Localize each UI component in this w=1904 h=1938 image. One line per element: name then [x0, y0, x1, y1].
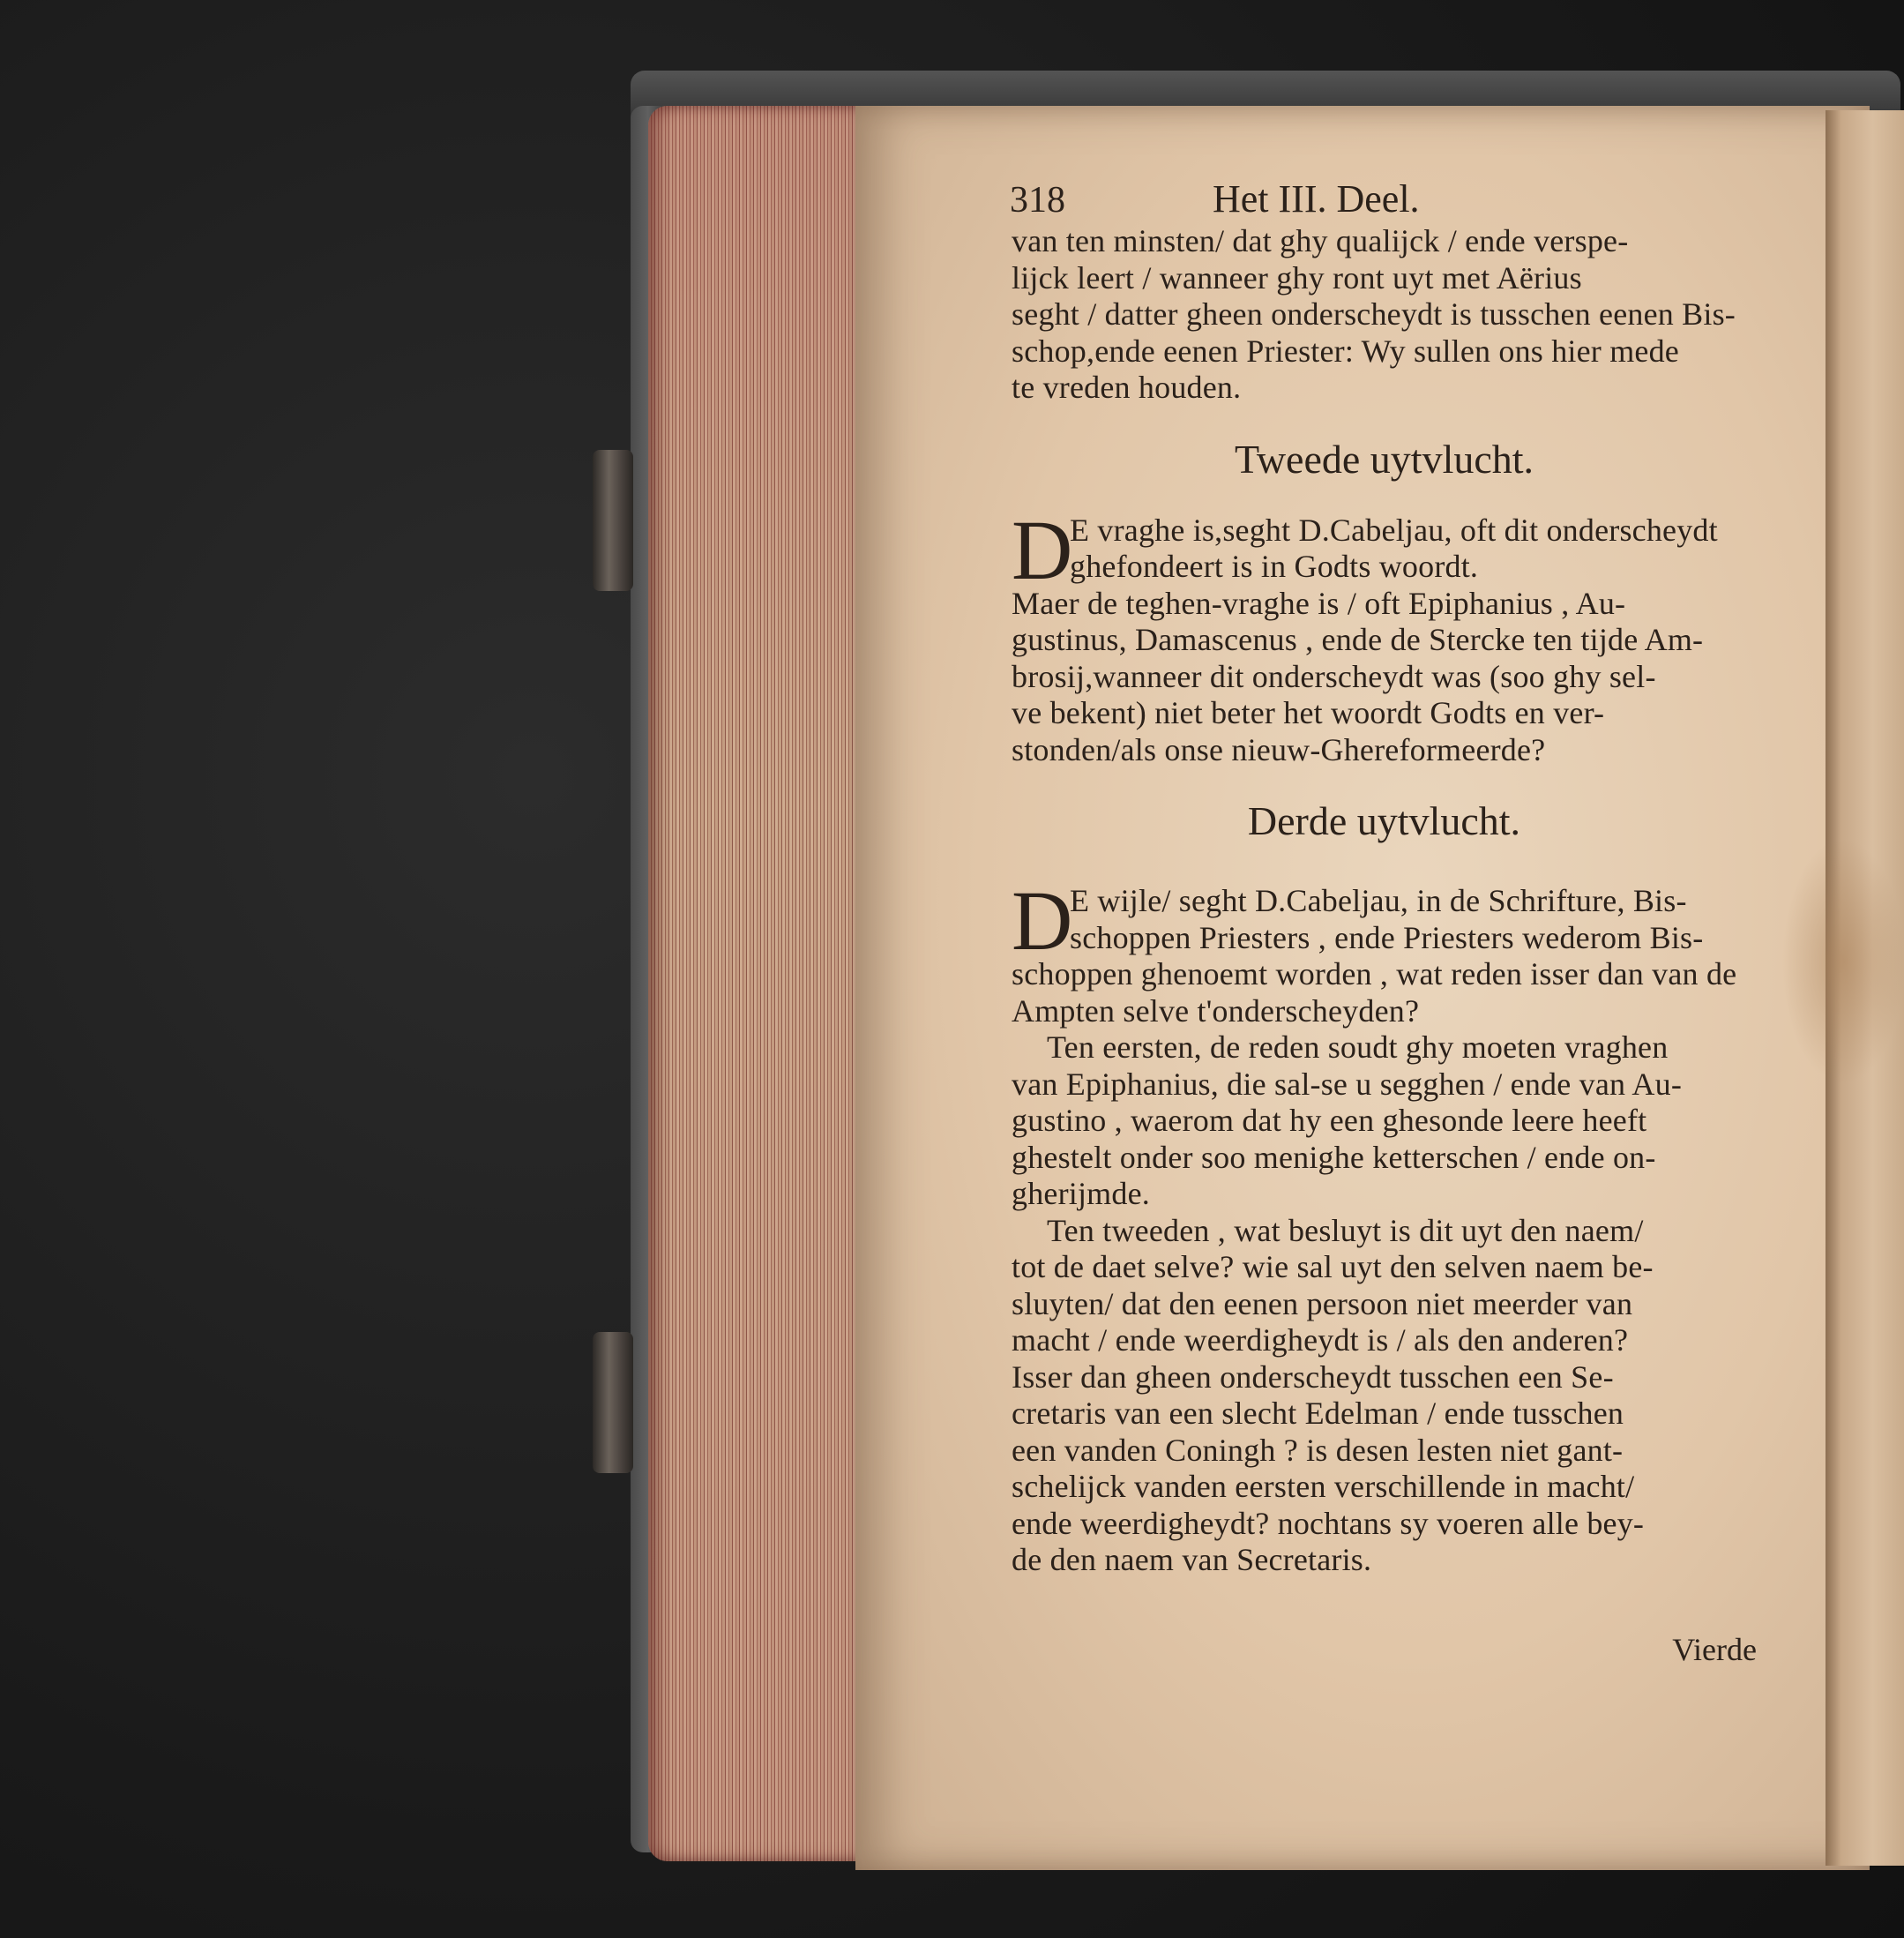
water-stain	[1781, 838, 1904, 1085]
running-head	[1010, 176, 1757, 223]
section-heading-derde: Derde uytvlucht.	[1247, 798, 1521, 843]
text-line: schelijck vanden eersten verschillende in macht/	[1012, 1469, 1635, 1504]
text-line: cretaris van een slecht Edelman / ende tusschen	[1012, 1396, 1624, 1431]
text-line: ende weerdigheydt? nochtans sy voeren alle bey-	[1012, 1505, 1645, 1541]
text-line: brosij,wanneer dit onderscheydt was (soo ghy sel-	[1012, 658, 1656, 694]
catchword: Vierde	[1672, 1631, 1757, 1667]
section2-paragraph	[1012, 502, 1757, 769]
text-line: gustino , waerom dat hy een ghesonde leere heeft	[1012, 1103, 1647, 1138]
text-line: tot de daet selve? wie sal uyt den selven naem be-	[1012, 1249, 1654, 1284]
text-line: Ampten selve t'onderscheyden?	[1012, 992, 1420, 1029]
page-text	[1012, 176, 1757, 1667]
clasp-top	[593, 450, 633, 591]
text-line: E wijle/ seght D.Cabeljau, in de Schrifture, Bis-	[1070, 883, 1687, 918]
text-line: Isser dan gheen onderscheydt tusschen een Se-	[1012, 1358, 1614, 1395]
text-line: sluyten/ dat den eenen persoon niet meerder van	[1012, 1285, 1633, 1321]
text-line: gustinus, Damascenus , ende de Stercke ten tijde Am-	[1012, 622, 1704, 657]
page-edges	[648, 106, 864, 1861]
text-line: E vraghe is,seght D.Cabeljau, oft dit onderscheydt	[1070, 512, 1718, 548]
text-line: van Epiphanius, die sal-se u segghen / ende van Au-	[1012, 1066, 1683, 1102]
text-line: ve bekent) niet beter het woordt Godts en ver-	[1012, 695, 1605, 730]
text-line: gherijmde.	[1012, 1176, 1150, 1211]
text-line: schoppen Priesters , ende Priesters wederom Bis-	[1070, 919, 1704, 955]
running-title: Het III. Deel.	[1213, 177, 1420, 221]
text-line: ghestelt onder soo menighe ketterschen / ende on-	[1012, 1139, 1656, 1175]
section-heading-tweede: Tweede uytvlucht.	[1234, 436, 1534, 482]
text-line: een vanden Coningh ? is desen lesten niet gant-	[1012, 1432, 1624, 1468]
text-line: schop,ende eenen Priester: Wy sullen ons hier mede	[1012, 333, 1679, 369]
drop-cap: D	[1012, 873, 1073, 968]
text-line: van ten minsten/ dat ghy qualijck / ende verspe-	[1012, 223, 1629, 258]
clasp-bottom	[593, 1332, 633, 1473]
drop-cap: D	[1012, 502, 1073, 597]
page-number: 318	[1010, 180, 1065, 221]
text-line: de den naem van Secretaris.	[1012, 1542, 1372, 1577]
intro-paragraph	[1012, 223, 1757, 407]
text-line: Maer de teghen-vraghe is / oft Epiphanius , Au-	[1012, 585, 1626, 621]
text-line: seght / datter gheen onderscheydt is tusschen eenen Bis-	[1012, 296, 1736, 332]
text-line: schoppen ghenoemt worden , wat reden isser dan van de	[1012, 956, 1737, 991]
text-line: stonden/als onse nieuw-Ghereformeerde?	[1012, 731, 1546, 767]
text-line: ghefondeert is in Godts woordt.	[1070, 549, 1479, 584]
text-line: Ten tweeden , wat besluyt is dit uyt den naem/	[1047, 1212, 1644, 1248]
section3-paragraph	[1012, 873, 1757, 1579]
text-line: te vreden houden.	[1012, 370, 1242, 405]
text-line: macht / ende weerdigheydt is / als den anderen?	[1012, 1322, 1629, 1358]
text-line: lijck leert / wanneer ghy ront uyt met Aërius	[1012, 259, 1582, 296]
text-line: Ten eersten, de reden soudt ghy moeten vraghen	[1047, 1029, 1669, 1065]
